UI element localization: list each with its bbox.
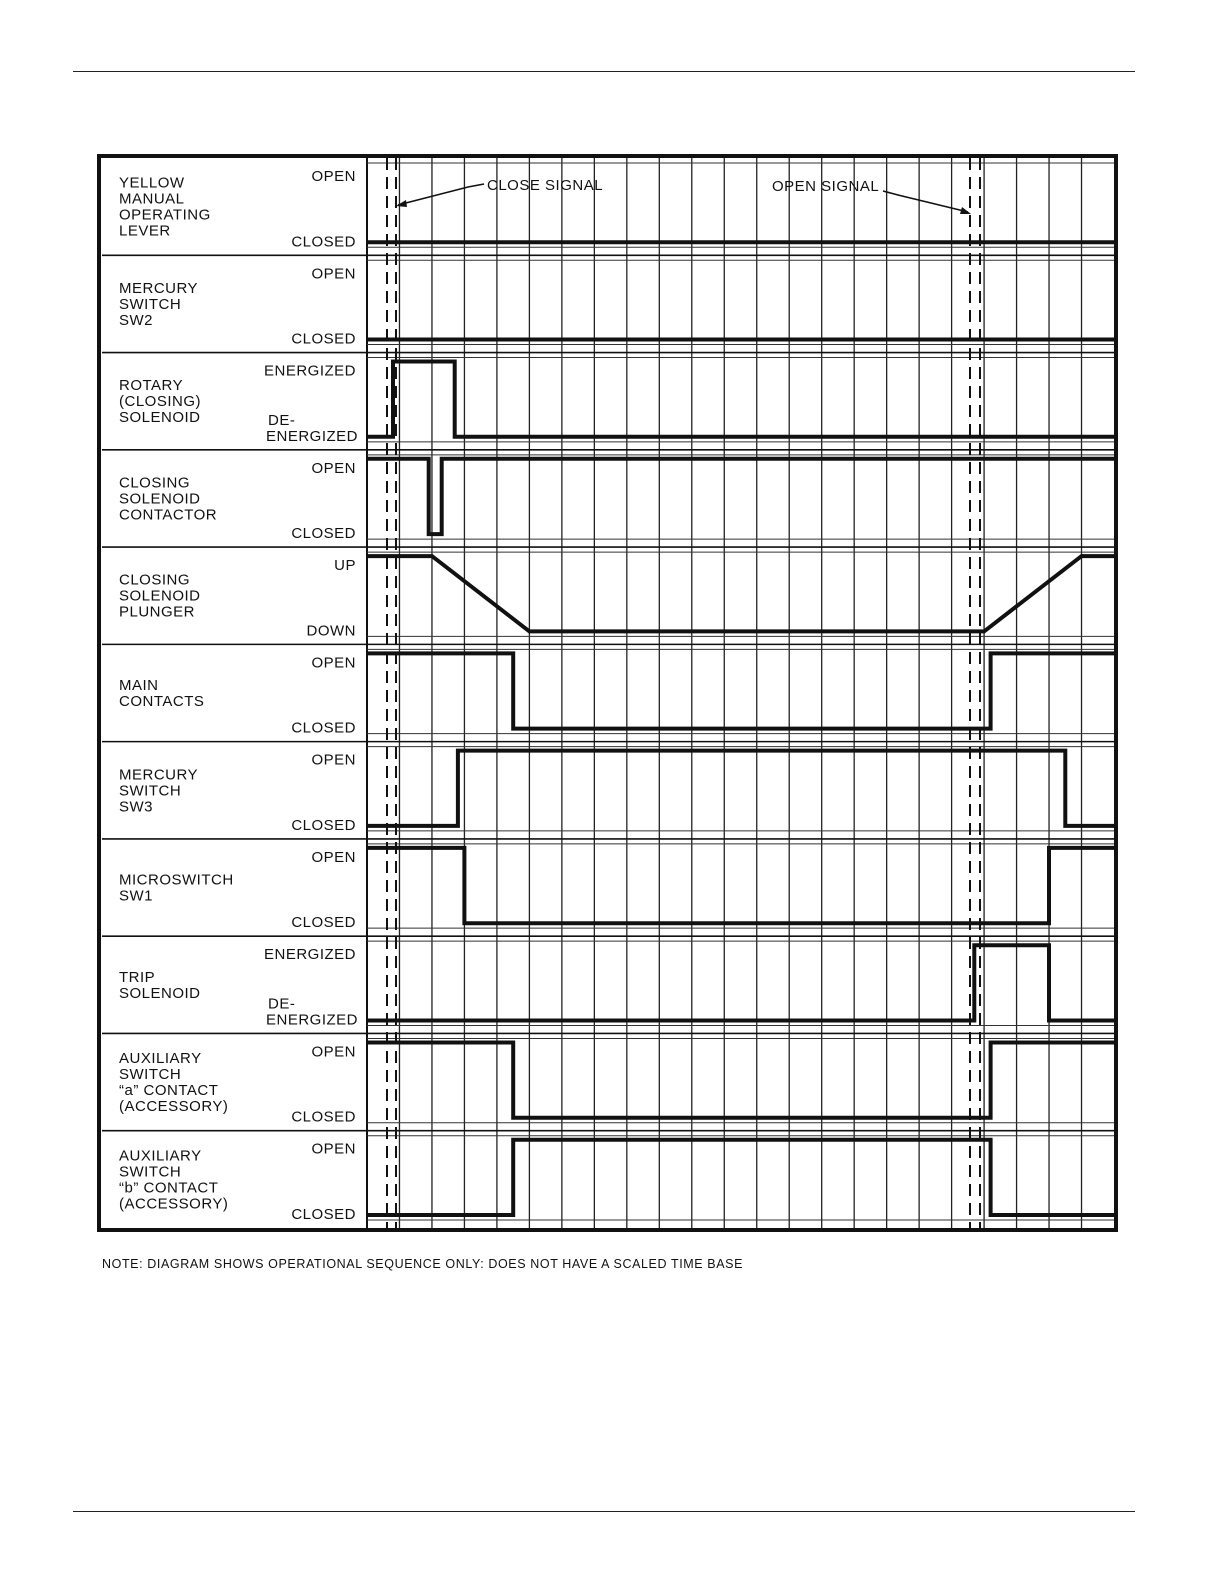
open-signal-arrowhead: [960, 207, 971, 214]
row-label: ROTARY (CLOSING) SOLENOID: [119, 377, 202, 427]
signal-markers: [387, 158, 980, 1228]
row-label: YELLOW MANUAL OPERATING LEVER: [119, 174, 211, 240]
state-label-bottom: CLOSED: [291, 233, 356, 251]
waveform: [367, 653, 1114, 728]
close-signal-arrowhead: [396, 200, 407, 207]
waveform: [367, 751, 1114, 826]
state-label-top: OPEN: [311, 1043, 356, 1061]
row-label: MERCURY SWITCH SW3: [119, 766, 199, 816]
diagram-frame: [99, 156, 1116, 1230]
close-signal-pointer: [398, 184, 484, 205]
waveform: [367, 1043, 1114, 1118]
state-label-top: UP: [334, 557, 356, 575]
waveform: [367, 945, 1114, 1020]
waveforms: [367, 242, 1114, 1215]
diagram-note: NOTE: DIAGRAM SHOWS OPERATIONAL SEQUENCE ONLY: DOES NOT HAVE A SCALED TIME BASE: [102, 1257, 744, 1271]
state-label-top: ENERGIZED: [263, 946, 356, 964]
close-signal-label: CLOSE SIGNAL: [487, 177, 604, 194]
row-label: AUXILIARY SWITCH “a” CONTACT (ACCESSORY): [119, 1050, 229, 1116]
row-label: AUXILIARY SWITCH “b” CONTACT (ACCESSORY): [119, 1147, 229, 1213]
state-label-bottom: DE-ENERGIZED: [266, 995, 359, 1029]
state-label-bottom: CLOSED: [291, 719, 356, 737]
state-label-bottom: CLOSED: [291, 525, 356, 543]
state-label-top: OPEN: [311, 751, 356, 769]
row-label: TRIP SOLENOID: [119, 968, 201, 1002]
state-label-top: OPEN: [311, 654, 356, 672]
state-label-top: OPEN: [311, 265, 356, 283]
state-label-bottom: CLOSED: [291, 816, 356, 834]
state-label-bottom: CLOSED: [291, 1206, 356, 1223]
waveform: [367, 556, 1114, 631]
open-signal-label: OPEN SIGNAL: [772, 178, 880, 195]
state-label-bottom: CLOSED: [291, 330, 356, 348]
row-label: MERCURY SWITCH SW2: [119, 279, 199, 329]
state-label-top: OPEN: [311, 1140, 356, 1158]
time-grid: [99, 156, 1116, 1230]
bottom-rule: [73, 1511, 1135, 1512]
state-label-bottom: CLOSED: [291, 1108, 356, 1126]
state-label-top: ENERGIZED: [263, 362, 356, 380]
state-label-top: OPEN: [311, 168, 356, 185]
row-label: CLOSING SOLENOID PLUNGER: [119, 571, 201, 621]
open-signal-pointer: [883, 191, 968, 212]
state-label-bottom: DOWN: [306, 622, 356, 640]
state-label-top: OPEN: [311, 848, 356, 866]
state-label-bottom: DE-ENERGIZED: [266, 411, 359, 445]
label-column: [119, 168, 358, 1223]
waveform: [367, 848, 1114, 923]
waveform: [367, 459, 1114, 534]
waveform: [367, 1140, 1114, 1215]
waveform: [367, 362, 1114, 437]
row-label: CLOSING SOLENOID CONTACTOR: [119, 474, 218, 524]
row-label: MICROSWITCH SW1: [119, 871, 234, 905]
state-label-bottom: CLOSED: [291, 914, 356, 932]
state-label-top: OPEN: [311, 459, 356, 477]
row-label: MAIN CONTACTS: [119, 677, 205, 710]
